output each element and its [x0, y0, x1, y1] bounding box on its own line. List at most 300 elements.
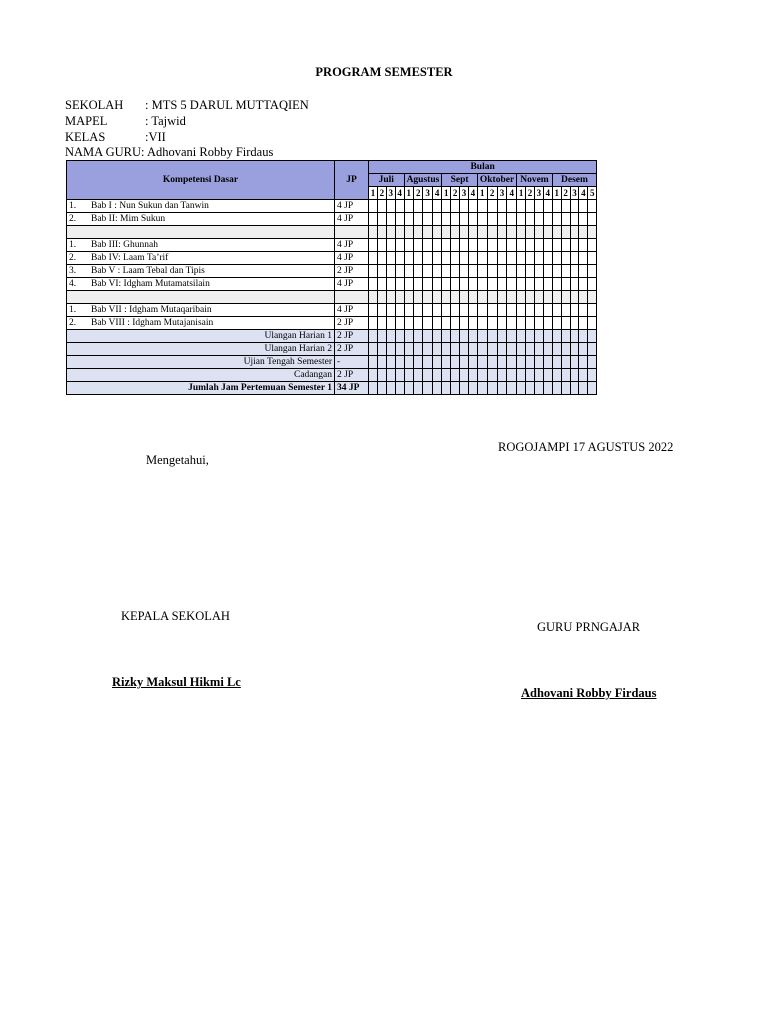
week-cell: [414, 252, 423, 265]
header-kompetensi-dasar: Kompetensi Dasar: [67, 161, 335, 200]
week-cell: [442, 356, 451, 369]
week-cell: [451, 252, 460, 265]
week-cell: [386, 265, 395, 278]
week-cell: [442, 239, 451, 252]
week-cell: [561, 369, 570, 382]
week-cell: [414, 343, 423, 356]
week-cell: [414, 226, 423, 239]
week-cell: [369, 330, 378, 343]
week-cell: [451, 200, 460, 213]
item-number: 1.: [69, 200, 77, 211]
week-cell: [468, 382, 477, 395]
week-cell: [507, 330, 517, 343]
week-cell: [543, 252, 552, 265]
jp-cell: 4 JP: [335, 200, 369, 213]
week-cell: [552, 330, 561, 343]
week-cell: [404, 330, 413, 343]
week-cell: [468, 330, 477, 343]
header-week: 3: [570, 187, 579, 200]
week-cell: [377, 304, 386, 317]
week-cell: [369, 265, 378, 278]
week-cell: [588, 382, 597, 395]
week-cell: [507, 343, 517, 356]
week-cell: [534, 278, 543, 291]
header-week: 1: [442, 187, 451, 200]
week-cell: [369, 382, 378, 395]
week-cell: [552, 356, 561, 369]
week-cell: [460, 239, 469, 252]
week-cell: [588, 200, 597, 213]
week-cell: [552, 200, 561, 213]
week-cell: [487, 265, 497, 278]
week-cell: [395, 213, 404, 226]
week-cell: [526, 213, 535, 226]
week-cell: [386, 304, 395, 317]
week-cell: [423, 252, 432, 265]
week-cell: [404, 304, 413, 317]
week-cell: [588, 226, 597, 239]
header-bulan: Bulan: [369, 161, 597, 174]
week-cell: [588, 317, 597, 330]
week-cell: [423, 369, 432, 382]
week-cell: [543, 369, 552, 382]
week-cell: [414, 317, 423, 330]
week-cell: [552, 265, 561, 278]
week-cell: [377, 226, 386, 239]
item-label: Bab VIII : Idgham Mutajanisain: [91, 317, 214, 328]
week-cell: [588, 239, 597, 252]
week-cell: [579, 356, 588, 369]
week-cell: [395, 382, 404, 395]
week-cell: [543, 356, 552, 369]
week-cell: [377, 252, 386, 265]
week-cell: [377, 291, 386, 304]
week-cell: [395, 278, 404, 291]
week-cell: [451, 265, 460, 278]
table-row: [67, 239, 597, 252]
header-week: 1: [404, 187, 413, 200]
week-cell: [526, 317, 535, 330]
week-cell: [423, 330, 432, 343]
jp-cell: 4 JP: [335, 213, 369, 226]
week-cell: [579, 369, 588, 382]
week-cell: [377, 382, 386, 395]
week-cell: [588, 291, 597, 304]
item-label: Bab I : Nun Sukun dan Tanwin: [91, 200, 209, 211]
meta-mapel-key: MAPEL: [65, 114, 108, 128]
week-cell: [570, 252, 579, 265]
week-cell: [497, 278, 507, 291]
week-cell: [517, 343, 526, 356]
week-cell: [543, 213, 552, 226]
header-month: Novem: [517, 174, 553, 187]
header-week: 2: [487, 187, 497, 200]
week-cell: [534, 226, 543, 239]
week-cell: [497, 343, 507, 356]
week-cell: [588, 304, 597, 317]
meta-kelas-value: :VII: [145, 130, 166, 144]
jp-cell: 4 JP: [335, 278, 369, 291]
total-jp: 34 JP: [335, 382, 369, 395]
week-cell: [442, 252, 451, 265]
week-cell: [561, 382, 570, 395]
week-cell: [377, 317, 386, 330]
week-cell: [526, 265, 535, 278]
week-cell: [570, 304, 579, 317]
week-cell: [552, 382, 561, 395]
week-cell: [552, 317, 561, 330]
week-cell: [534, 200, 543, 213]
week-cell: [579, 330, 588, 343]
week-cell: [460, 343, 469, 356]
week-cell: [468, 239, 477, 252]
separator-cell: [67, 226, 335, 239]
jp-cell: 4 JP: [335, 304, 369, 317]
week-cell: [377, 213, 386, 226]
week-cell: [432, 382, 441, 395]
header-week: 1: [552, 187, 561, 200]
table-row: [67, 252, 597, 265]
week-cell: [468, 252, 477, 265]
week-cell: [534, 382, 543, 395]
week-cell: [517, 317, 526, 330]
week-cell: [432, 226, 441, 239]
week-cell: [404, 356, 413, 369]
week-cell: [507, 317, 517, 330]
week-cell: [451, 291, 460, 304]
week-cell: [460, 356, 469, 369]
header-week: 2: [414, 187, 423, 200]
week-cell: [395, 252, 404, 265]
week-cell: [534, 213, 543, 226]
week-cell: [561, 356, 570, 369]
week-cell: [526, 278, 535, 291]
week-cell: [487, 278, 497, 291]
header-week: 3: [534, 187, 543, 200]
week-cell: [517, 278, 526, 291]
week-cell: [468, 213, 477, 226]
week-cell: [468, 291, 477, 304]
week-cell: [561, 304, 570, 317]
week-cell: [414, 369, 423, 382]
week-cell: [588, 265, 597, 278]
header-month: Agustus: [404, 174, 442, 187]
week-cell: [579, 317, 588, 330]
week-cell: [517, 265, 526, 278]
item-label: Bab II: Mim Sukun: [91, 213, 166, 224]
week-cell: [460, 200, 469, 213]
header-week: 2: [526, 187, 535, 200]
week-cell: [442, 343, 451, 356]
week-cell: [369, 278, 378, 291]
week-cell: [451, 213, 460, 226]
week-cell: [543, 226, 552, 239]
jp-cell: 2 JP: [335, 317, 369, 330]
week-cell: [451, 330, 460, 343]
week-cell: [497, 239, 507, 252]
week-cell: [451, 382, 460, 395]
week-cell: [414, 200, 423, 213]
week-cell: [432, 265, 441, 278]
week-cell: [526, 369, 535, 382]
week-cell: [570, 239, 579, 252]
week-cell: [507, 291, 517, 304]
week-cell: [497, 213, 507, 226]
week-cell: [386, 369, 395, 382]
week-cell: [451, 304, 460, 317]
kd-cell: [67, 304, 335, 317]
week-cell: [477, 356, 487, 369]
item-label: Bab VII : Idgham Mutaqaribain: [91, 304, 212, 315]
summary-jp: 2 JP: [335, 330, 369, 343]
week-cell: [561, 278, 570, 291]
week-cell: [377, 343, 386, 356]
week-cell: [579, 252, 588, 265]
week-cell: [423, 356, 432, 369]
week-cell: [460, 382, 469, 395]
kd-cell: [67, 317, 335, 330]
item-number: 2.: [69, 252, 77, 263]
week-cell: [517, 213, 526, 226]
week-cell: [477, 369, 487, 382]
week-cell: [526, 226, 535, 239]
week-cell: [395, 369, 404, 382]
week-cell: [534, 265, 543, 278]
header-month: Desem: [552, 174, 596, 187]
jp-cell: 2 JP: [335, 265, 369, 278]
header-week: 1: [369, 187, 378, 200]
week-cell: [517, 304, 526, 317]
kd-cell: [67, 265, 335, 278]
summary-jp: 2 JP: [335, 343, 369, 356]
week-cell: [497, 330, 507, 343]
summary-jp: -: [335, 356, 369, 369]
week-cell: [534, 356, 543, 369]
week-cell: [451, 278, 460, 291]
item-number: 3.: [69, 265, 77, 276]
week-cell: [497, 252, 507, 265]
week-cell: [377, 200, 386, 213]
kd-cell: [67, 213, 335, 226]
week-cell: [543, 317, 552, 330]
week-cell: [432, 278, 441, 291]
header-week: 4: [468, 187, 477, 200]
week-cell: [395, 239, 404, 252]
item-number: 4.: [69, 278, 77, 289]
week-cell: [552, 278, 561, 291]
table-row: [67, 200, 597, 213]
week-cell: [561, 265, 570, 278]
week-cell: [377, 278, 386, 291]
week-cell: [517, 382, 526, 395]
meta-sekolah-key: SEKOLAH: [65, 98, 124, 112]
table-row: [67, 304, 597, 317]
week-cell: [468, 343, 477, 356]
week-cell: [507, 356, 517, 369]
week-cell: [543, 278, 552, 291]
week-cell: [386, 382, 395, 395]
week-cell: [487, 382, 497, 395]
week-cell: [526, 330, 535, 343]
week-cell: [442, 330, 451, 343]
summary-label: Ulangan Harian 1: [67, 330, 335, 343]
table-row: [67, 330, 597, 343]
week-cell: [468, 369, 477, 382]
week-cell: [477, 252, 487, 265]
header-month: Sept: [442, 174, 478, 187]
item-label: Bab V : Laam Tebal dan Tipis: [91, 265, 205, 276]
week-cell: [404, 317, 413, 330]
week-cell: [507, 265, 517, 278]
week-cell: [386, 213, 395, 226]
table-row: [67, 278, 597, 291]
week-cell: [377, 265, 386, 278]
week-cell: [552, 291, 561, 304]
week-cell: [442, 291, 451, 304]
week-cell: [526, 304, 535, 317]
week-cell: [451, 356, 460, 369]
header-week: 2: [377, 187, 386, 200]
week-cell: [552, 369, 561, 382]
week-cell: [487, 200, 497, 213]
week-cell: [423, 200, 432, 213]
table-row: [67, 317, 597, 330]
meta-sekolah: [65, 97, 309, 113]
week-cell: [517, 226, 526, 239]
week-cell: [570, 369, 579, 382]
week-cell: [497, 265, 507, 278]
week-cell: [414, 330, 423, 343]
meta-mapel: [65, 113, 186, 129]
week-cell: [497, 356, 507, 369]
week-cell: [497, 304, 507, 317]
week-cell: [477, 343, 487, 356]
week-cell: [460, 252, 469, 265]
week-cell: [414, 265, 423, 278]
week-cell: [477, 278, 487, 291]
week-cell: [404, 265, 413, 278]
week-cell: [507, 226, 517, 239]
week-cell: [423, 278, 432, 291]
week-cell: [377, 330, 386, 343]
item-label: Bab IV: Laam Ta’rif: [91, 252, 169, 263]
meta-guru: NAMA GURU: Adhovani Robby Firdaus: [65, 145, 274, 159]
week-cell: [579, 226, 588, 239]
week-cell: [543, 200, 552, 213]
kepala-sekolah-title: KEPALA SEKOLAH: [121, 609, 230, 623]
week-cell: [570, 356, 579, 369]
page-title: PROGRAM SEMESTER: [315, 65, 453, 79]
meta-kelas: [65, 129, 166, 145]
week-cell: [552, 252, 561, 265]
week-cell: [534, 317, 543, 330]
week-cell: [369, 304, 378, 317]
week-cell: [460, 265, 469, 278]
item-label: Bab III: Ghunnah: [91, 239, 159, 250]
week-cell: [526, 356, 535, 369]
week-cell: [588, 343, 597, 356]
week-cell: [507, 200, 517, 213]
week-cell: [395, 304, 404, 317]
week-cell: [404, 226, 413, 239]
week-cell: [517, 356, 526, 369]
week-cell: [477, 291, 487, 304]
week-cell: [442, 200, 451, 213]
week-cell: [404, 278, 413, 291]
week-cell: [534, 291, 543, 304]
week-cell: [487, 356, 497, 369]
week-cell: [487, 213, 497, 226]
week-cell: [570, 278, 579, 291]
week-cell: [414, 382, 423, 395]
week-cell: [579, 304, 588, 317]
week-cell: [432, 369, 441, 382]
week-cell: [451, 343, 460, 356]
week-cell: [487, 330, 497, 343]
week-cell: [543, 265, 552, 278]
week-cell: [534, 330, 543, 343]
week-cell: [526, 239, 535, 252]
week-cell: [451, 226, 460, 239]
week-cell: [517, 239, 526, 252]
week-cell: [561, 226, 570, 239]
week-cell: [423, 343, 432, 356]
week-cell: [395, 317, 404, 330]
week-cell: [468, 317, 477, 330]
week-cell: [570, 265, 579, 278]
week-cell: [395, 200, 404, 213]
week-cell: [423, 265, 432, 278]
total-label: Jumlah Jam Pertemuan Semester 1: [67, 382, 335, 395]
week-cell: [579, 213, 588, 226]
week-cell: [487, 291, 497, 304]
week-cell: [526, 343, 535, 356]
week-cell: [460, 226, 469, 239]
week-cell: [561, 213, 570, 226]
week-cell: [460, 291, 469, 304]
week-cell: [507, 382, 517, 395]
week-cell: [507, 278, 517, 291]
week-cell: [543, 382, 552, 395]
week-cell: [432, 343, 441, 356]
week-cell: [468, 356, 477, 369]
week-cell: [507, 252, 517, 265]
week-cell: [507, 213, 517, 226]
week-cell: [442, 304, 451, 317]
week-cell: [526, 252, 535, 265]
meta-sekolah-value: : MTS 5 DARUL MUTTAQIEN: [145, 98, 309, 112]
week-cell: [588, 330, 597, 343]
week-cell: [579, 265, 588, 278]
week-cell: [432, 252, 441, 265]
week-cell: [423, 304, 432, 317]
week-cell: [404, 213, 413, 226]
week-cell: [432, 239, 441, 252]
week-cell: [543, 343, 552, 356]
table-row: [67, 382, 597, 395]
meta-mapel-value: : Tajwid: [145, 114, 186, 128]
week-cell: [404, 369, 413, 382]
week-cell: [442, 317, 451, 330]
week-cell: [369, 252, 378, 265]
week-cell: [570, 343, 579, 356]
item-number: 2.: [69, 213, 77, 224]
meta-kelas-key: KELAS: [65, 130, 106, 144]
week-cell: [369, 213, 378, 226]
week-cell: [543, 239, 552, 252]
week-cell: [517, 369, 526, 382]
week-cell: [460, 317, 469, 330]
